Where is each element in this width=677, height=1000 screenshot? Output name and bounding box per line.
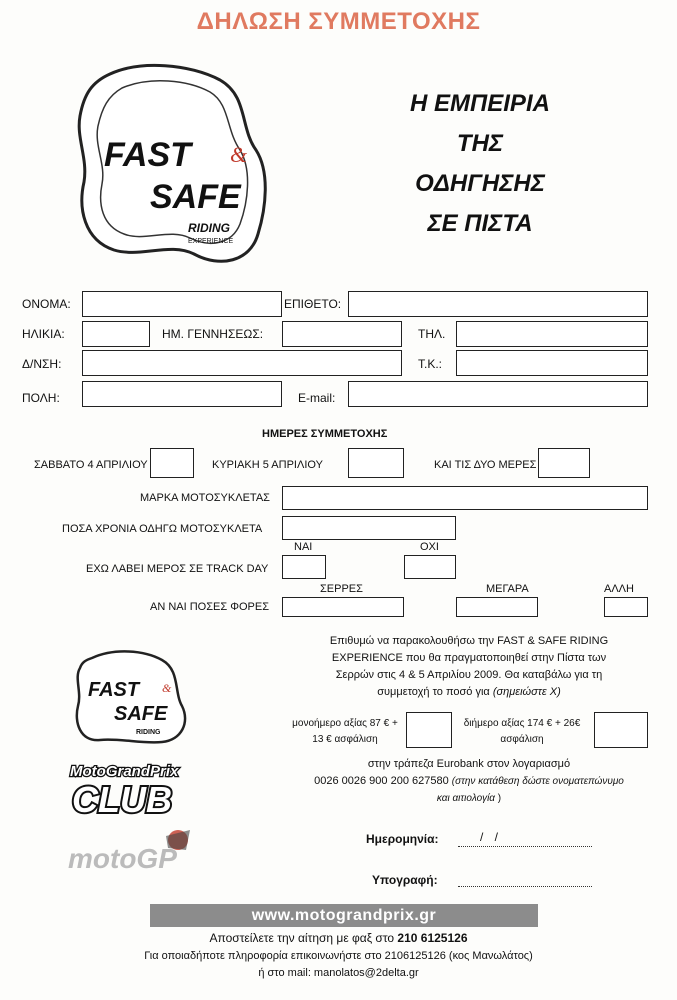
address-field[interactable] xyxy=(82,350,402,376)
bank-details xyxy=(286,756,652,807)
other-times-field[interactable] xyxy=(604,597,648,617)
date-label: Ημερομηνία: xyxy=(366,832,439,846)
payment-intro-line-3: Σερρών στις 4 & 5 Απριλίου 2009. Θα καταβάλω για τη xyxy=(335,669,603,681)
payment-intro-line-1: Επιθυμώ να παρακολουθήσω την FAST & SAFE RIDING xyxy=(329,635,609,647)
brand-label: ΜΑΡΚΑ ΜΟΤΟΣΥΚΛΕΤΑΣ xyxy=(140,492,270,504)
payment-intro-line-2: EXPERIENCE που θα πραγματοποιηθεί στην Πίστα των xyxy=(331,652,607,664)
postcode-field[interactable] xyxy=(456,350,648,376)
phone-field[interactable] xyxy=(456,321,648,347)
date-placeholder: / / xyxy=(480,830,503,844)
surname-label: ΕΠΙΘΕΤΟ: xyxy=(284,297,342,311)
mail-line: ή στο mail: manolatos@2delta.gr xyxy=(258,967,419,979)
trackday-label: ΕΧΩ ΛΑΒΕΙ ΜΕΡΟΣ ΣΕ TRACK DAY xyxy=(86,563,269,575)
name-label: ΟΝΟΜΑ: xyxy=(22,297,71,311)
fax-text: Αποστείλετε την αίτηση με φαξ στο xyxy=(209,931,395,945)
single-day-option xyxy=(282,716,408,748)
account-number: 0026 0026 900 200 627580 xyxy=(314,775,449,787)
logo-riding-text: RIDING xyxy=(188,221,230,235)
account-note-2: και αιτιολογία xyxy=(436,793,495,804)
phone-label: ΤΗΛ. xyxy=(418,327,446,341)
small-logo-safe-text: SAFE xyxy=(114,703,168,725)
motogp-logo xyxy=(68,826,218,886)
website-banner[interactable]: www.motograndprix.gr xyxy=(150,904,538,927)
account-line xyxy=(286,773,652,790)
city-field[interactable] xyxy=(82,381,282,407)
birthdate-field[interactable] xyxy=(282,321,402,347)
motogp-text: motoGP xyxy=(68,843,177,874)
fast-safe-logo xyxy=(70,58,280,272)
sunday-checkbox[interactable] xyxy=(348,448,404,478)
two-day-price: διήμερο αξίας 174 € + 26€ xyxy=(463,718,581,729)
years-field[interactable] xyxy=(282,516,456,540)
slogan-line-2: ΤΗΣ xyxy=(456,130,504,157)
address-label: Δ/ΝΣΗ: xyxy=(22,357,62,371)
brand-field[interactable] xyxy=(282,486,648,510)
form-title: ΔΗΛΩΣΗ ΣΥΜΜΕΤΟΧΗΣ xyxy=(196,8,481,35)
logo-experience-text: EXPERIENCE xyxy=(188,238,234,245)
slogan-line-1: Η ΕΜΠΕΙΡΙΑ xyxy=(410,90,550,117)
two-day-option xyxy=(454,716,590,748)
city-label: ΠΟΛΗ: xyxy=(22,391,60,405)
payment-intro xyxy=(286,633,652,701)
no-label: ΟΧΙ xyxy=(420,541,439,553)
mgp-top-text: MotoGrandPrix xyxy=(70,763,179,780)
megara-times-field[interactable] xyxy=(456,597,538,617)
payment-intro-text: συμμετοχή το ποσό για xyxy=(377,686,490,698)
mgp-club-text: CLUB xyxy=(72,779,172,818)
serres-times-field[interactable] xyxy=(282,597,404,617)
other-label: ΑΛΛΗ xyxy=(604,583,634,595)
yes-label: ΝΑΙ xyxy=(294,541,313,553)
surname-field[interactable] xyxy=(348,291,648,317)
both-days-checkbox[interactable] xyxy=(538,448,590,478)
postcode-label: Τ.Κ.: xyxy=(418,357,443,371)
saturday-label: ΣΑΒΒΑΤΟ 4 ΑΠΡΙΛΙΟΥ xyxy=(34,459,148,471)
fax-number: 210 6125126 xyxy=(397,931,468,945)
bank-line: στην τράπεζα Eurobank στον λογαριασμό xyxy=(367,758,571,770)
times-label: ΑΝ ΝΑΙ ΠΟΣΕΣ ΦΟΡΕΣ xyxy=(150,601,270,613)
small-logo-riding-text: RIDING xyxy=(136,729,161,736)
single-day-insurance: 13 € ασφάλιση xyxy=(312,734,378,745)
date-field[interactable] xyxy=(458,830,592,847)
account-note-line-2 xyxy=(286,790,652,807)
motograndprix-club-logo xyxy=(68,758,218,818)
megara-label: ΜΕΓΑΡΑ xyxy=(486,583,529,595)
two-day-insurance: ασφάλιση xyxy=(500,734,544,745)
two-day-checkbox[interactable] xyxy=(594,712,648,748)
signature-label: Υπογραφή: xyxy=(372,873,438,887)
small-logo-fast-text: FAST xyxy=(88,679,140,701)
birthdate-label: ΗΜ. ΓΕΝΝΗΣΕΩΣ: xyxy=(162,327,264,341)
sunday-label: ΚΥΡΙΑΚΗ 5 ΑΠΡΙΛΙΟΥ xyxy=(212,459,323,471)
logo-fast-text: FAST xyxy=(104,136,191,174)
signature-field[interactable] xyxy=(458,870,592,887)
info-line: Για οποιαδήποτε πληροφορία επικοινωνήστε στο 2106125126 (κος Μανωλάτος) xyxy=(144,950,533,962)
fax-line xyxy=(0,931,677,945)
email-field[interactable] xyxy=(348,381,648,407)
serres-label: ΣΕΡΡΕΣ xyxy=(320,583,363,595)
small-logo-amp-text: & xyxy=(162,681,172,695)
logo-safe-text: SAFE xyxy=(150,178,241,216)
single-day-checkbox[interactable] xyxy=(406,712,452,748)
account-note-close: ) xyxy=(497,793,502,804)
trackday-no-checkbox[interactable] xyxy=(404,555,456,579)
payment-intro-line-4 xyxy=(286,684,652,701)
email-label: E-mail: xyxy=(298,391,336,405)
account-note: (στην κατάθεση δώστε ονοματεπώνυμο xyxy=(451,776,624,787)
age-field[interactable] xyxy=(82,321,150,347)
single-day-price: μονοήμερο αξίας 87 € + xyxy=(292,718,398,729)
logo-amp-text: & xyxy=(230,142,248,167)
slogan-line-3: ΟΔΗΓΗΣΗΣ xyxy=(415,170,545,197)
payment-intro-note: (σημειώστε Χ) xyxy=(492,686,561,698)
years-label: ΠΟΣΑ ΧΡΟΝΙΑ ΟΔΗΓΩ ΜΟΤΟΣΥΚΛΕΤΑ xyxy=(62,523,263,535)
fast-safe-small-logo xyxy=(70,648,190,748)
slogan-line-4: ΣΕ ΠΙΣΤΑ xyxy=(427,210,533,237)
name-field[interactable] xyxy=(82,291,282,317)
trackday-yes-checkbox[interactable] xyxy=(282,555,326,579)
saturday-checkbox[interactable] xyxy=(150,448,194,478)
age-label: ΗΛΙΚΙΑ: xyxy=(22,327,65,341)
days-heading: ΗΜΕΡΕΣ ΣΥΜΜΕΤΟΧΗΣ xyxy=(262,428,388,440)
both-days-label: ΚΑΙ ΤΙΣ ΔΥΟ ΜΕΡΕΣ xyxy=(434,459,537,471)
